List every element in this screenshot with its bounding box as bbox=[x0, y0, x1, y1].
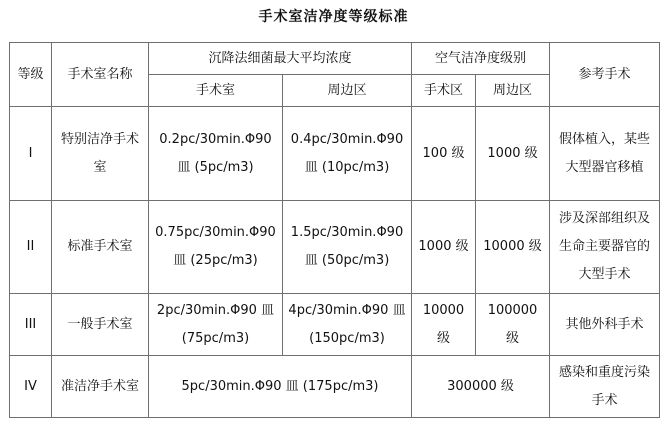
clean-periph-cell: 100000 级 bbox=[476, 294, 550, 356]
header-grade: 等级 bbox=[10, 43, 52, 107]
clean-room-cell: 10000 级 bbox=[412, 294, 476, 356]
subheader-settle-room: 手术室 bbox=[149, 75, 283, 107]
header-clean-group: 空气洁净度级别 bbox=[412, 43, 550, 75]
clean-room-cell: 100 级 bbox=[412, 107, 476, 201]
clean-periph-cell: 1000 级 bbox=[476, 107, 550, 201]
cleanliness-grade-table bbox=[9, 42, 660, 418]
ref-surgery-cell: 感染和重度污染手术 bbox=[550, 356, 660, 418]
header-row bbox=[10, 43, 660, 75]
subheader-settle-periph: 周边区 bbox=[283, 75, 412, 107]
ref-surgery-cell: 涉及深部组织及生命主要器官的大型手术 bbox=[550, 201, 660, 294]
header-ref-surgery: 参考手术 bbox=[550, 43, 660, 107]
table-row bbox=[10, 294, 660, 356]
clean-periph-cell: 10000 级 bbox=[476, 201, 550, 294]
grade-cell: III bbox=[10, 294, 52, 356]
header-settle-group: 沉降法细菌最大平均浓度 bbox=[149, 43, 412, 75]
settle-room-cell: 0.2pc/30min.Φ90 皿 (5pc/m3) bbox=[149, 107, 283, 201]
settle-periph-cell: 1.5pc/30min.Φ90 皿 (50pc/m3) bbox=[283, 201, 412, 294]
room-name-cell: 标准手术室 bbox=[52, 201, 149, 294]
settle-room-cell: 0.75pc/30min.Φ90 皿 (25pc/m3) bbox=[149, 201, 283, 294]
header-room-name: 手术室名称 bbox=[52, 43, 149, 107]
clean-cell: 300000 级 bbox=[412, 356, 550, 418]
room-name-cell: 特别洁净手术室 bbox=[52, 107, 149, 201]
subheader-clean-periph: 周边区 bbox=[476, 75, 550, 107]
grade-cell: I bbox=[10, 107, 52, 201]
settle-periph-cell: 0.4pc/30min.Φ90 皿 (10pc/m3) bbox=[283, 107, 412, 201]
room-name-cell: 准洁净手术室 bbox=[52, 356, 149, 418]
settle-periph-cell: 4pc/30min.Φ90 皿 (150pc/m3) bbox=[283, 294, 412, 356]
grade-cell: II bbox=[10, 201, 52, 294]
table-row bbox=[10, 107, 660, 201]
ref-surgery-cell: 假体植入，某些大型器官移植 bbox=[550, 107, 660, 201]
table-title: 手术室洁净度等级标准 bbox=[258, 9, 409, 25]
settle-room-cell: 2pc/30min.Φ90 皿 (75pc/m3) bbox=[149, 294, 283, 356]
settle-cell: 5pc/30min.Φ90 皿 (175pc/m3) bbox=[149, 356, 412, 418]
grade-cell: IV bbox=[10, 356, 52, 418]
table-row bbox=[10, 201, 660, 294]
table-row bbox=[10, 356, 660, 418]
room-name-cell: 一般手术室 bbox=[52, 294, 149, 356]
clean-room-cell: 1000 级 bbox=[412, 201, 476, 294]
ref-surgery-cell: 其他外科手术 bbox=[550, 294, 660, 356]
subheader-clean-room: 手术区 bbox=[412, 75, 476, 107]
